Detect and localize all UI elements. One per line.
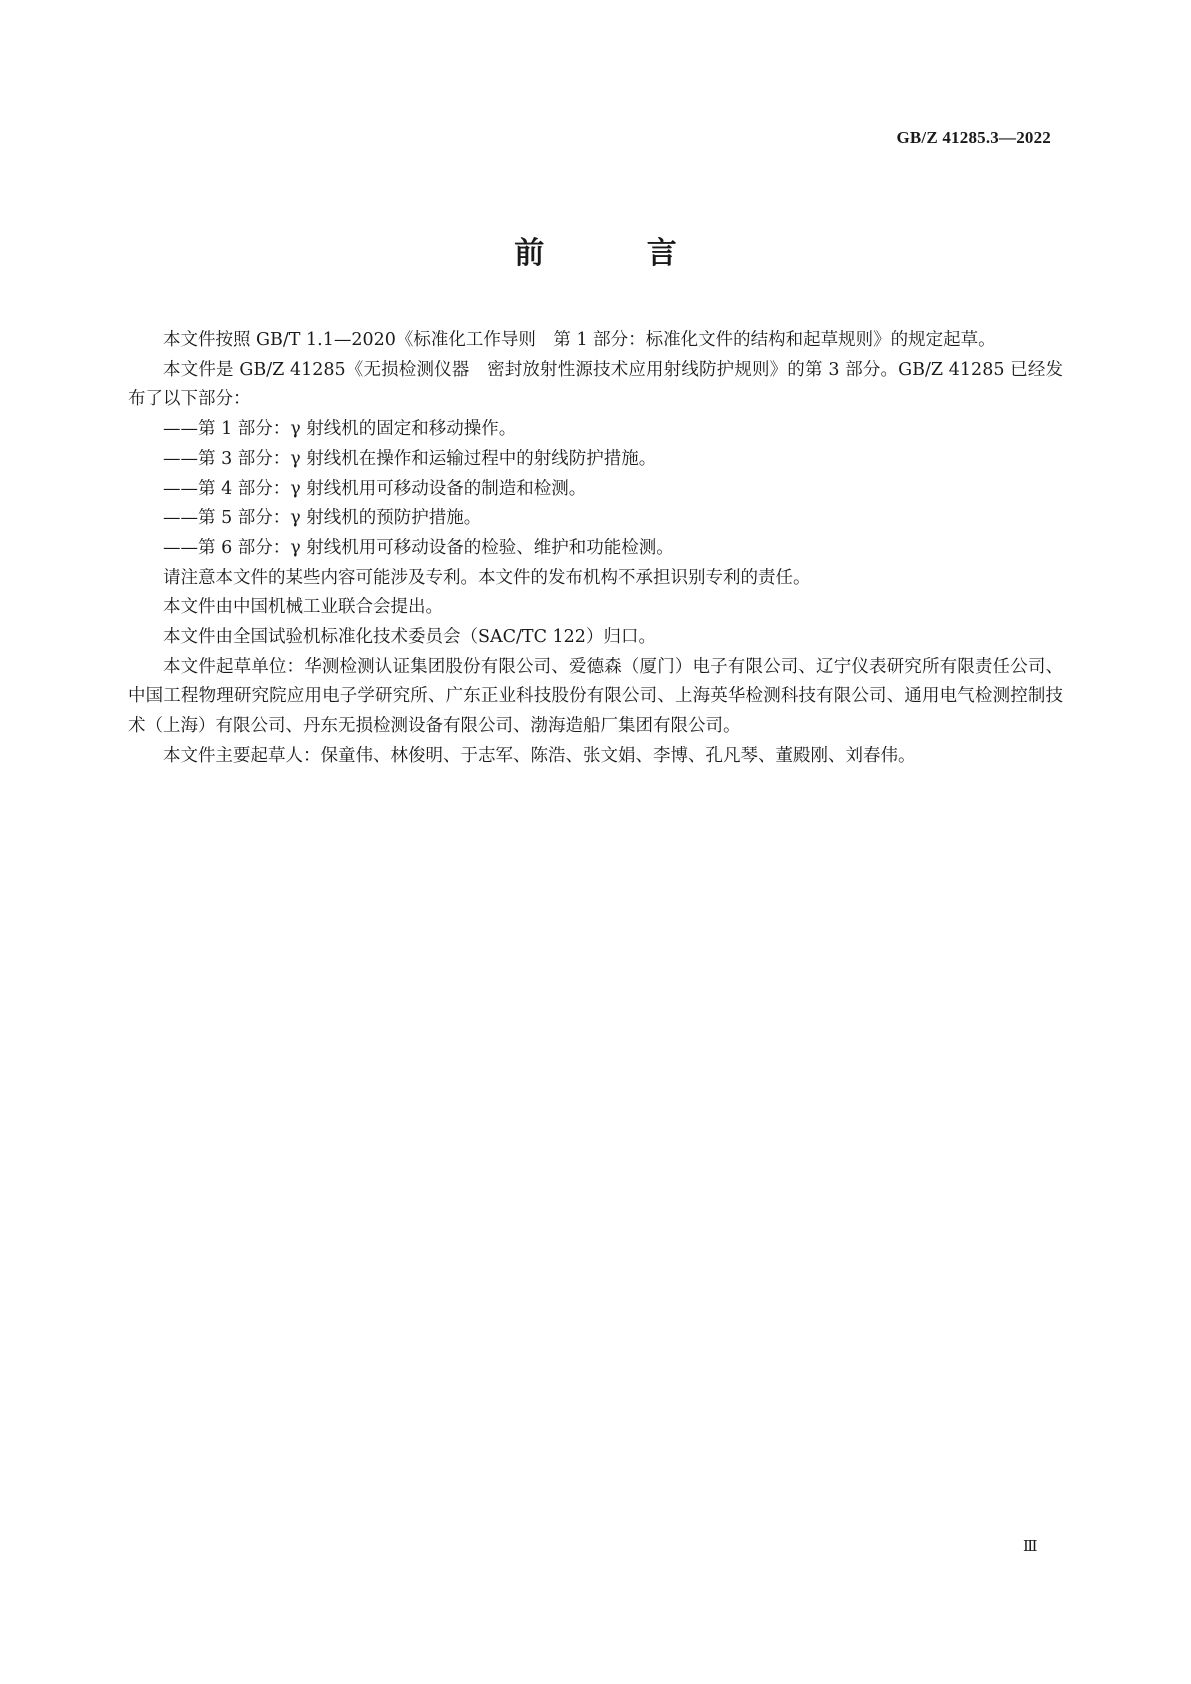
page-number: Ⅲ bbox=[1023, 1539, 1038, 1555]
list-item: ——第 3 部分：γ 射线机在操作和运输过程中的射线防护措施。 bbox=[163, 448, 657, 469]
paragraph-proposer: 本文件由中国机械工业联合会提出。 bbox=[163, 597, 443, 618]
foreword-body bbox=[128, 326, 1063, 772]
list-item: ——第 1 部分：γ 射线机的固定和移动操作。 bbox=[163, 419, 517, 440]
list-item: ——第 4 部分：γ 射线机用可移动设备的制造和检测。 bbox=[163, 478, 587, 499]
paragraph-drafting-basis: 本文件按照 GB/T 1.1—2020《标准化工作导则 第 1 部分：标准化文件的结构和起草规则》的规定起草。 bbox=[163, 330, 996, 350]
list-item: ——第 6 部分：γ 射线机用可移动设备的检验、维护和功能检测。 bbox=[163, 537, 674, 558]
paragraph-patent-notice: 请注意本文件的某些内容可能涉及专利。本文件的发布机构不承担识别专利的责任。 bbox=[163, 567, 811, 588]
paragraph-part-info: 本文件是 GB/Z 41285《无损检测仪器 密封放射性源技术应用射线防护规则》的第 3 部分。GB/Z 41285 已经发布了以下部分： bbox=[128, 359, 1063, 410]
list-item: ——第 5 部分：γ 射线机的预防护措施。 bbox=[163, 508, 482, 529]
standard-code: GB/Z 41285.3—2022 bbox=[896, 128, 1051, 147]
paragraph-committee: 本文件由全国试验机标准化技术委员会（SAC/TC 122）归口。 bbox=[163, 627, 656, 648]
page-title: 前 言 bbox=[514, 236, 723, 271]
paragraph-drafting-units: 本文件起草单位：华测检测认证集团股份有限公司、爱德森（厦门）电子有限公司、辽宁仪表研究所有限责任公司、中国工程物理研究院应用电子学研究所、广东正业科技股份有限公司、上海英华检测科技有限公司、通用电气检测控制技术（上海）有限公司、丹东无损检测设备有限公司、渤海造船厂集团有限公司。 bbox=[128, 656, 1063, 737]
paragraph-drafters: 本文件主要起草人：保童伟、林俊明、于志军、陈浩、张文娟、李博、孔凡琴、董殿刚、刘春伟。 bbox=[163, 745, 916, 766]
